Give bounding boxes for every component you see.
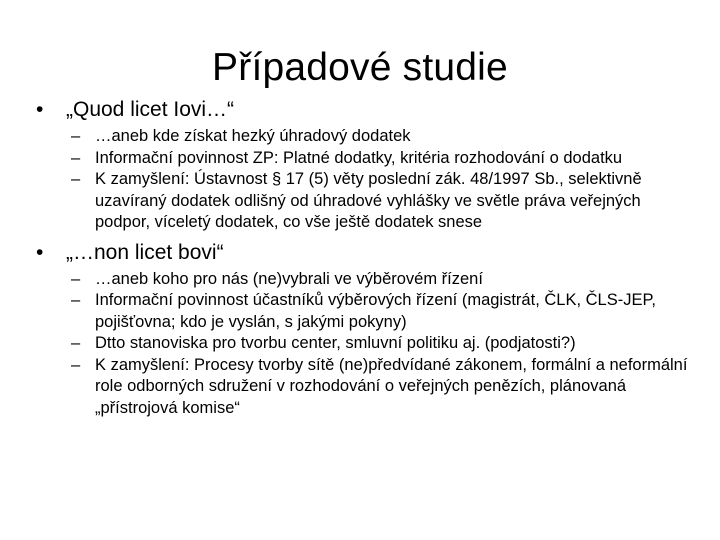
sub-marker: – [71,334,81,352]
sub-marker: – [71,291,81,309]
bullet-text: „Quod licet Iovi…“ [66,98,235,121]
bullet-text: „…non licet bovi“ [66,240,224,264]
sub-marker: – [71,355,81,374]
sub-marker: – [71,127,81,145]
sub-text: Informační povinnost ZP: Platné dodatky, kritéria rozhodování o dodatku [95,148,623,167]
bullet-item [36,97,696,123]
sub-text: K zamyšlení: Ústavnost § 17 (5) věty poslední zák. 48/1997 Sb., selektivně uzavíraný dodatek odlišný od úhradové vyhlášky ve světle práva veřejných podpor, víceletý dodatek, co vše ještě dodatek snese [95,170,642,231]
sub-item [36,355,696,420]
sub-item [36,333,696,355]
sub-item [36,269,696,291]
sub-text: Informační povinnost účastníků výběrových řízení (magistrát, ČLK, ČLS-JEP, pojišťovna; kdo je vyslán, s jakými pokyny) [95,291,656,331]
sub-text: K zamyšlení: Procesy tvorby sítě (ne)předvídané zákonem, formální a neformální role odborných sdružení v rozhodování o veřejných penězích, plánovaná „přístrojová komise“ [95,355,688,417]
slide-title: Případové studie [212,46,508,89]
bullet-marker: • [36,240,44,264]
sub-item [36,126,696,148]
sub-text: …aneb kde získat hezký úhradový dodatek [95,127,411,145]
sub-item [36,290,696,333]
sub-list [36,126,696,234]
sub-text: …aneb koho pro nás (ne)vybrali ve výběrovém řízení [95,269,483,288]
sub-list [36,269,696,420]
bullet-item [36,240,696,266]
sub-marker: – [71,170,81,188]
sub-text: Dtto stanoviska pro tvorbu center, smluvní politiku aj. (podjatosti?) [95,334,576,352]
bullet-marker: • [36,98,44,121]
slide-content [36,92,696,419]
sub-item [36,169,696,234]
sub-item [36,148,696,170]
sub-marker: – [71,148,81,167]
sub-marker: – [71,269,81,288]
